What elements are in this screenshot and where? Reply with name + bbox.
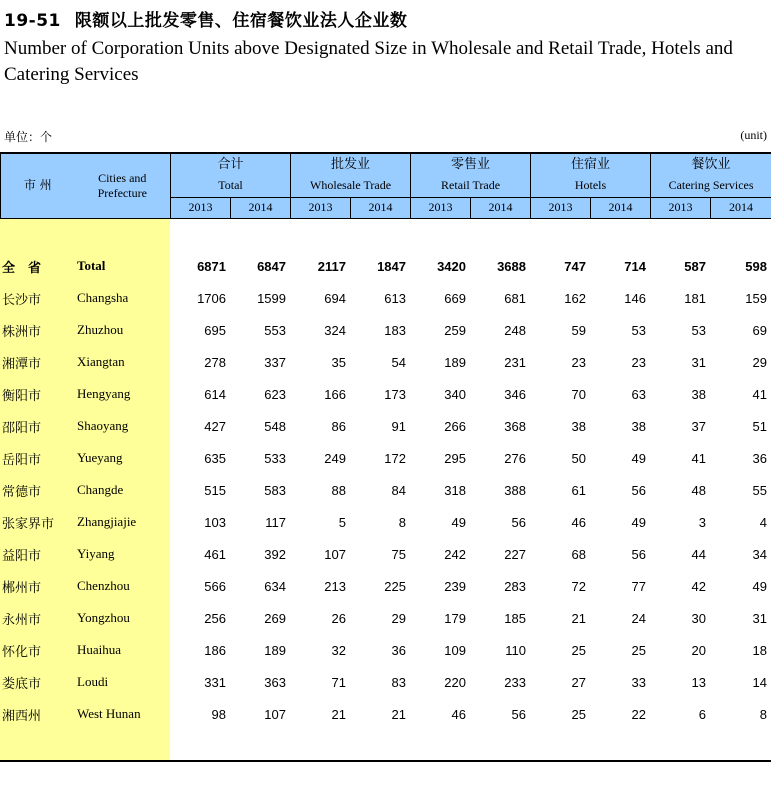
value-cell: 38	[631, 418, 646, 434]
table-row	[0, 538, 771, 570]
city-name-cn: 郴州市	[2, 580, 42, 596]
value-cell: 63	[631, 386, 646, 402]
value-cell: 248	[504, 322, 526, 338]
value-cell: 1847	[377, 258, 406, 274]
value-cell: 613	[384, 290, 406, 306]
value-cell: 185	[504, 610, 526, 626]
value-cell: 29	[752, 354, 767, 370]
value-cell: 340	[444, 386, 466, 402]
value-cell: 324	[324, 322, 346, 338]
value-cell: 461	[204, 546, 226, 562]
header-group-retail-en: Retail Trade	[441, 178, 501, 193]
value-cell: 26	[331, 610, 346, 626]
value-cell: 38	[691, 386, 706, 402]
value-cell: 83	[391, 674, 406, 690]
city-name-cn: 岳阳市	[2, 452, 42, 468]
value-cell: 56	[631, 482, 646, 498]
value-cell: 3688	[497, 258, 526, 274]
table-row	[0, 666, 771, 698]
header-group-wholesale-cn: 批发业	[331, 157, 371, 173]
value-cell: 31	[752, 610, 767, 626]
value-cell: 4	[759, 514, 767, 530]
value-cell: 69	[752, 322, 767, 338]
table-row	[0, 602, 771, 634]
value-cell: 266	[444, 418, 466, 434]
value-cell: 583	[264, 482, 286, 498]
header-group-total-en: Total	[218, 178, 243, 193]
value-cell: 20	[691, 642, 706, 658]
value-cell: 117	[265, 514, 286, 530]
value-cell: 623	[264, 386, 286, 402]
table-row	[0, 282, 771, 314]
unit-label-en: (unit)	[740, 128, 767, 142]
value-cell: 5	[338, 514, 346, 530]
value-cell: 1706	[197, 290, 226, 306]
value-cell: 189	[264, 642, 286, 658]
value-cell: 173	[384, 386, 406, 402]
value-cell: 225	[384, 578, 406, 594]
city-name-cn: 张家界市	[2, 516, 55, 532]
value-cell: 46	[571, 514, 586, 530]
value-cell: 695	[204, 322, 226, 338]
table-row	[0, 506, 771, 538]
value-cell: 614	[204, 386, 226, 402]
header-group-hotels-en: Hotels	[574, 178, 607, 193]
value-cell: 31	[691, 354, 706, 370]
value-cell: 6	[698, 706, 706, 722]
value-cell: 48	[691, 482, 706, 498]
value-cell: 166	[324, 386, 346, 402]
header-year: 2013	[531, 197, 591, 218]
city-name-en: Huaihua	[77, 642, 122, 657]
city-name-en: Total	[77, 258, 106, 273]
table-row	[0, 474, 771, 506]
city-name-en: Chenzhou	[77, 578, 130, 593]
value-cell: 27	[571, 674, 586, 690]
city-name-en: Loudi	[77, 674, 109, 689]
value-cell: 38	[571, 418, 586, 434]
value-cell: 25	[571, 642, 586, 658]
value-cell: 71	[331, 674, 346, 690]
header-city-en: Cities and Prefecture	[75, 153, 171, 218]
value-cell: 32	[331, 642, 346, 658]
value-cell: 29	[391, 610, 406, 626]
value-cell: 363	[264, 674, 286, 690]
city-name-cn: 长沙市	[2, 292, 42, 308]
value-cell: 183	[384, 322, 406, 338]
value-cell: 220	[444, 674, 466, 690]
value-cell: 33	[631, 674, 646, 690]
value-cell: 37	[691, 418, 706, 434]
value-cell: 68	[571, 546, 586, 562]
table-row	[0, 442, 771, 474]
value-cell: 278	[204, 354, 226, 370]
city-name-en: Yongzhou	[77, 610, 130, 625]
header-group-retail-cn: 零售业	[451, 157, 491, 173]
value-cell: 233	[504, 674, 526, 690]
unit-label-cn: 单位：个	[4, 130, 53, 144]
table-row	[0, 570, 771, 602]
value-cell: 3	[698, 514, 706, 530]
value-cell: 283	[504, 578, 526, 594]
value-cell: 747	[564, 258, 586, 274]
header-group-catering-en: Catering Services	[668, 178, 754, 193]
value-cell: 159	[745, 290, 767, 306]
value-cell: 227	[504, 546, 526, 562]
header-group-total-cn: 合计	[217, 157, 244, 173]
value-cell: 533	[264, 450, 286, 466]
header-year: 2014	[231, 197, 291, 218]
value-cell: 6847	[257, 258, 286, 274]
value-cell: 388	[504, 482, 526, 498]
value-cell: 14	[752, 674, 767, 690]
header-year: 2014	[351, 197, 411, 218]
city-name-cn: 永州市	[2, 612, 42, 628]
header-city-cn: 市 州	[1, 153, 75, 218]
value-cell: 53	[631, 322, 646, 338]
header-group-catering-cn: 餐饮业	[691, 157, 731, 173]
value-cell: 75	[391, 546, 406, 562]
value-cell: 259	[444, 322, 466, 338]
value-cell: 337	[264, 354, 286, 370]
value-cell: 587	[684, 258, 706, 274]
value-cell: 49	[631, 514, 646, 530]
city-name-en: Hengyang	[77, 386, 131, 401]
header-year: 2014	[591, 197, 651, 218]
value-cell: 54	[391, 354, 406, 370]
title-cn-text: 限额以上批发零售、住宿餐饮业法人企业数	[74, 11, 408, 31]
header-year: 2013	[651, 197, 711, 218]
city-name-en: Xiangtan	[77, 354, 125, 369]
value-cell: 30	[691, 610, 706, 626]
data-table-body	[0, 250, 771, 730]
city-name-cn: 怀化市	[2, 644, 42, 660]
value-cell: 427	[204, 418, 226, 434]
value-cell: 242	[444, 546, 466, 562]
header-group-hotels-cn: 住宿业	[571, 157, 611, 173]
value-cell: 84	[391, 482, 406, 498]
header-year: 2014	[711, 197, 771, 218]
value-cell: 56	[631, 546, 646, 562]
value-cell: 24	[631, 610, 646, 626]
value-cell: 35	[331, 354, 346, 370]
value-cell: 21	[331, 706, 346, 722]
value-cell: 77	[631, 578, 646, 594]
value-cell: 6871	[197, 258, 226, 274]
city-name-cn: 常德市	[2, 484, 42, 500]
table-row	[0, 698, 771, 730]
value-cell: 3420	[437, 258, 466, 274]
table-number: 19-51	[4, 11, 61, 31]
city-name-cn: 益阳市	[2, 548, 42, 564]
header-year: 2013	[291, 197, 351, 218]
header-group-wholesale-en: Wholesale Trade	[310, 178, 392, 193]
value-cell: 49	[631, 450, 646, 466]
value-cell: 681	[504, 290, 526, 306]
value-cell: 186	[204, 642, 226, 658]
city-name-en: Shaoyang	[77, 418, 129, 433]
value-cell: 256	[204, 610, 226, 626]
header-group-catering	[651, 153, 771, 197]
city-name-cn: 衡阳市	[2, 388, 42, 404]
value-cell: 103	[204, 514, 226, 530]
value-cell: 1599	[257, 290, 286, 306]
value-cell: 515	[204, 482, 226, 498]
value-cell: 98	[211, 706, 226, 722]
header-group-hotels	[531, 153, 651, 197]
table-row	[0, 634, 771, 666]
value-cell: 146	[624, 290, 646, 306]
value-cell: 368	[504, 418, 526, 434]
city-name-en: Zhangjiajie	[77, 514, 137, 529]
city-name-cn: 全 省	[2, 260, 42, 276]
table-row	[0, 314, 771, 346]
value-cell: 23	[571, 354, 586, 370]
city-name-en: Changde	[77, 482, 124, 497]
value-cell: 276	[504, 450, 526, 466]
value-cell: 634	[264, 578, 286, 594]
value-cell: 13	[691, 674, 706, 690]
value-cell: 566	[204, 578, 226, 594]
value-cell: 59	[571, 322, 586, 338]
value-cell: 249	[324, 450, 346, 466]
value-cell: 162	[564, 290, 586, 306]
value-cell: 318	[444, 482, 466, 498]
value-cell: 49	[752, 578, 767, 594]
value-cell: 25	[631, 642, 646, 658]
value-cell: 109	[444, 642, 466, 658]
value-cell: 8	[759, 706, 767, 722]
value-cell: 669	[444, 290, 466, 306]
value-cell: 49	[451, 514, 466, 530]
value-cell: 46	[451, 706, 466, 722]
table-header	[0, 152, 771, 219]
table-row	[0, 410, 771, 442]
value-cell: 70	[571, 386, 586, 402]
value-cell: 21	[571, 610, 586, 626]
value-cell: 110	[505, 642, 526, 658]
value-cell: 41	[691, 450, 706, 466]
value-cell: 239	[444, 578, 466, 594]
header-year: 2014	[471, 197, 531, 218]
value-cell: 34	[752, 546, 767, 562]
value-cell: 714	[624, 258, 646, 274]
value-cell: 548	[264, 418, 286, 434]
value-cell: 179	[444, 610, 466, 626]
value-cell: 598	[745, 258, 767, 274]
city-name-en: Changsha	[77, 290, 129, 305]
table-title-en: Number of Corporation Units above Designated Size in Wholesale and Retail Trade, Hotels and Catering Services	[4, 38, 733, 85]
value-cell: 231	[504, 354, 526, 370]
table-bottom-rule	[0, 760, 771, 762]
value-cell: 61	[571, 482, 586, 498]
header-year: 2013	[171, 197, 231, 218]
value-cell: 53	[691, 322, 706, 338]
value-cell: 88	[331, 482, 346, 498]
value-cell: 41	[752, 386, 767, 402]
value-cell: 172	[384, 450, 406, 466]
value-cell: 107	[324, 546, 346, 562]
value-cell: 181	[684, 290, 706, 306]
value-cell: 553	[264, 322, 286, 338]
value-cell: 189	[444, 354, 466, 370]
city-name-cn: 邵阳市	[2, 420, 42, 436]
value-cell: 8	[398, 514, 406, 530]
city-name-en: Zhuzhou	[77, 322, 124, 337]
header-year: 2013	[411, 197, 471, 218]
city-name-en: Yueyang	[77, 450, 123, 465]
value-cell: 18	[752, 642, 767, 658]
value-cell: 346	[504, 386, 526, 402]
city-name-cn: 湘潭市	[2, 356, 42, 372]
value-cell: 56	[511, 514, 526, 530]
value-cell: 107	[264, 706, 286, 722]
value-cell: 213	[324, 578, 346, 594]
value-cell: 25	[571, 706, 586, 722]
value-cell: 2117	[317, 258, 346, 274]
value-cell: 694	[324, 290, 346, 306]
value-cell: 635	[204, 450, 226, 466]
value-cell: 22	[631, 706, 646, 722]
value-cell: 72	[571, 578, 586, 594]
city-name-cn: 株洲市	[2, 324, 42, 340]
value-cell: 91	[391, 418, 406, 434]
city-name-en: West Hunan	[77, 706, 141, 721]
value-cell: 51	[752, 418, 767, 434]
header-group-retail	[411, 153, 531, 197]
value-cell: 42	[691, 578, 706, 594]
table-row-total	[0, 250, 771, 282]
header-group-wholesale	[291, 153, 411, 197]
value-cell: 21	[391, 706, 406, 722]
value-cell: 56	[511, 706, 526, 722]
value-cell: 269	[264, 610, 286, 626]
city-name-cn: 湘西州	[2, 708, 42, 724]
header-group-total	[171, 153, 291, 197]
table-row	[0, 378, 771, 410]
table-title-cn	[4, 6, 407, 31]
table-row	[0, 346, 771, 378]
value-cell: 44	[691, 546, 706, 562]
value-cell: 295	[444, 450, 466, 466]
value-cell: 36	[752, 450, 767, 466]
value-cell: 86	[331, 418, 346, 434]
value-cell: 392	[264, 546, 286, 562]
value-cell: 331	[204, 674, 226, 690]
value-cell: 55	[752, 482, 767, 498]
city-name-en: Yiyang	[77, 546, 115, 561]
value-cell: 36	[391, 642, 406, 658]
city-name-cn: 娄底市	[2, 676, 42, 692]
value-cell: 50	[571, 450, 586, 466]
value-cell: 23	[631, 354, 646, 370]
